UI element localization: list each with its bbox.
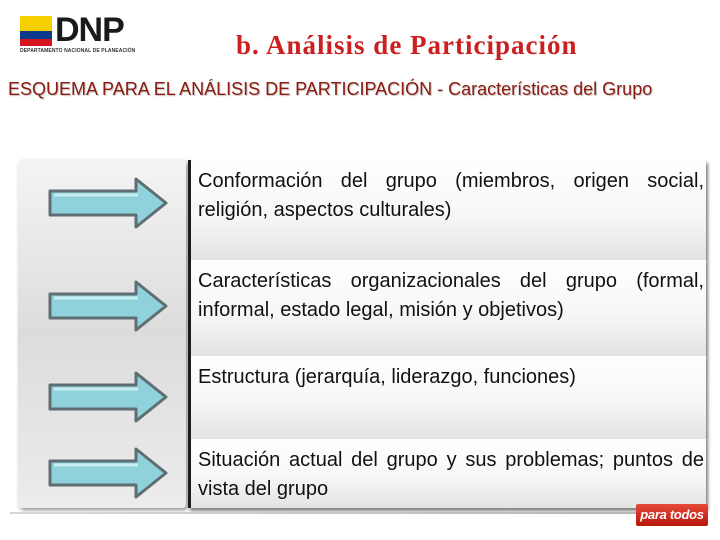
right-arrow-icon xyxy=(48,447,170,499)
dnp-logo xyxy=(20,11,140,56)
characteristic-text: Estructura (jerarquía, liderazgo, funciones) xyxy=(198,366,576,388)
characteristic-item xyxy=(188,260,706,356)
characteristic-item xyxy=(188,439,706,508)
colombia-flag-icon xyxy=(20,16,52,46)
footer-badge: para todos xyxy=(636,504,708,526)
characteristic-item xyxy=(188,356,706,439)
right-arrow-icon xyxy=(48,177,170,229)
footer-divider xyxy=(10,512,640,514)
right-arrow-icon xyxy=(48,280,170,332)
slide-subtitle: ESQUEMA PARA EL ANÁLISIS DE PARTICIPACIÓN - Características del Grupo xyxy=(8,79,653,99)
characteristic-item xyxy=(188,160,706,260)
slide-title: b. Análisis de Participación xyxy=(236,30,578,60)
characteristic-text: Situación actual del grupo y sus problemas; puntos de vista del grupo xyxy=(198,449,704,500)
characteristic-text: Conformación del grupo (miembros, origen social, religión, aspectos culturales) xyxy=(198,170,704,221)
right-arrow-icon xyxy=(48,371,170,423)
logo-text: DNP xyxy=(55,11,124,49)
logo-subtext: DEPARTAMENTO NACIONAL DE PLANEACIÓN xyxy=(20,48,136,54)
characteristic-text: Características organizacionales del grupo (formal, informal, estado legal, misión y objetivos) xyxy=(198,270,704,321)
characteristics-diagram xyxy=(18,160,706,508)
arrow-column xyxy=(18,160,186,508)
